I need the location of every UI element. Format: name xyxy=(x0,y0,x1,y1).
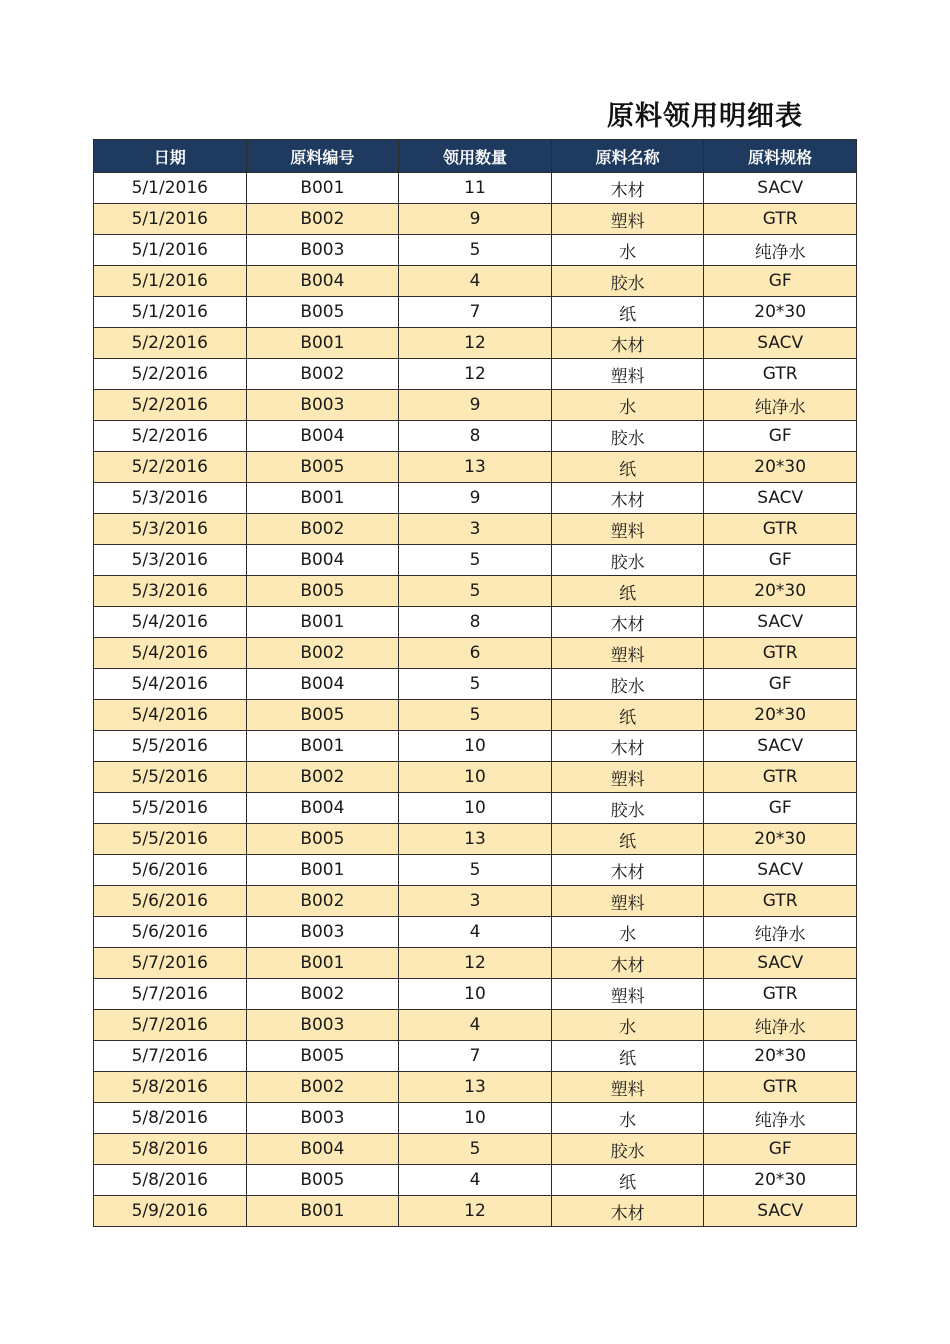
table-row xyxy=(94,1010,857,1041)
table-row xyxy=(94,545,857,576)
cell-material-name: 水 xyxy=(551,917,704,948)
table-body xyxy=(94,173,857,1227)
table-row xyxy=(94,359,857,390)
cell-material-name: 木材 xyxy=(551,607,704,638)
cell-date: 5/3/2016 xyxy=(94,576,247,607)
cell-quantity: 5 xyxy=(399,669,552,700)
cell-date: 5/2/2016 xyxy=(94,452,247,483)
table-row xyxy=(94,607,857,638)
cell-material-code: B005 xyxy=(246,1041,399,1072)
cell-material-code: B005 xyxy=(246,576,399,607)
cell-material-name: 木材 xyxy=(551,855,704,886)
cell-quantity: 4 xyxy=(399,1165,552,1196)
cell-material-code: B001 xyxy=(246,328,399,359)
page-title: 原料领用明细表 xyxy=(607,101,803,132)
cell-date: 5/1/2016 xyxy=(94,235,247,266)
cell-material-name: 水 xyxy=(551,1010,704,1041)
cell-date: 5/7/2016 xyxy=(94,1041,247,1072)
table-row xyxy=(94,576,857,607)
table-row xyxy=(94,762,857,793)
cell-date: 5/4/2016 xyxy=(94,700,247,731)
cell-date: 5/6/2016 xyxy=(94,855,247,886)
table-row xyxy=(94,204,857,235)
cell-material-code: B002 xyxy=(246,762,399,793)
cell-material-code: B003 xyxy=(246,1010,399,1041)
table-row xyxy=(94,669,857,700)
cell-date: 5/2/2016 xyxy=(94,359,247,390)
cell-material-spec: 20*30 xyxy=(704,1041,857,1072)
cell-date: 5/8/2016 xyxy=(94,1134,247,1165)
cell-date: 5/2/2016 xyxy=(94,328,247,359)
cell-material-code: B001 xyxy=(246,173,399,204)
cell-material-spec: SACV xyxy=(704,731,857,762)
cell-material-name: 塑料 xyxy=(551,762,704,793)
cell-material-spec: GTR xyxy=(704,886,857,917)
table-row xyxy=(94,1196,857,1227)
cell-material-spec: 纯净水 xyxy=(704,390,857,421)
cell-material-spec: GF xyxy=(704,545,857,576)
cell-date: 5/1/2016 xyxy=(94,173,247,204)
cell-material-spec: SACV xyxy=(704,855,857,886)
cell-date: 5/4/2016 xyxy=(94,669,247,700)
cell-material-code: B004 xyxy=(246,1134,399,1165)
table-row xyxy=(94,297,857,328)
cell-material-code: B002 xyxy=(246,359,399,390)
cell-quantity: 4 xyxy=(399,1010,552,1041)
cell-date: 5/5/2016 xyxy=(94,793,247,824)
cell-material-spec: SACV xyxy=(704,607,857,638)
cell-material-name: 水 xyxy=(551,235,704,266)
cell-quantity: 5 xyxy=(399,1134,552,1165)
header-row xyxy=(94,140,857,173)
table-row xyxy=(94,793,857,824)
table-row xyxy=(94,514,857,545)
cell-material-name: 胶水 xyxy=(551,793,704,824)
cell-material-name: 水 xyxy=(551,390,704,421)
table-row xyxy=(94,483,857,514)
cell-material-name: 纸 xyxy=(551,700,704,731)
header-material-spec: 原料规格 xyxy=(704,140,857,173)
cell-material-code: B005 xyxy=(246,824,399,855)
table-row xyxy=(94,421,857,452)
cell-material-code: B003 xyxy=(246,917,399,948)
table-row xyxy=(94,824,857,855)
cell-material-code: B003 xyxy=(246,390,399,421)
cell-quantity: 9 xyxy=(399,390,552,421)
cell-quantity: 12 xyxy=(399,948,552,979)
cell-date: 5/5/2016 xyxy=(94,824,247,855)
cell-material-name: 木材 xyxy=(551,173,704,204)
table-row xyxy=(94,700,857,731)
cell-material-name: 木材 xyxy=(551,1196,704,1227)
material-usage-table xyxy=(93,139,857,1227)
cell-quantity: 6 xyxy=(399,638,552,669)
cell-quantity: 7 xyxy=(399,297,552,328)
cell-material-spec: GTR xyxy=(704,204,857,235)
table-row xyxy=(94,390,857,421)
cell-material-code: B001 xyxy=(246,855,399,886)
cell-material-code: B002 xyxy=(246,1072,399,1103)
cell-material-code: B001 xyxy=(246,948,399,979)
cell-material-name: 塑料 xyxy=(551,979,704,1010)
cell-quantity: 5 xyxy=(399,855,552,886)
table-row xyxy=(94,886,857,917)
table-row xyxy=(94,173,857,204)
cell-material-spec: SACV xyxy=(704,173,857,204)
table-row xyxy=(94,855,857,886)
cell-material-name: 胶水 xyxy=(551,1134,704,1165)
cell-date: 5/9/2016 xyxy=(94,1196,247,1227)
cell-material-spec: 20*30 xyxy=(704,700,857,731)
cell-material-spec: GTR xyxy=(704,979,857,1010)
cell-quantity: 5 xyxy=(399,700,552,731)
cell-date: 5/4/2016 xyxy=(94,607,247,638)
cell-quantity: 7 xyxy=(399,1041,552,1072)
cell-material-code: B004 xyxy=(246,421,399,452)
cell-material-code: B001 xyxy=(246,607,399,638)
cell-date: 5/1/2016 xyxy=(94,297,247,328)
cell-quantity: 9 xyxy=(399,483,552,514)
cell-material-name: 塑料 xyxy=(551,886,704,917)
table-row xyxy=(94,1103,857,1134)
table-row xyxy=(94,948,857,979)
cell-material-spec: 20*30 xyxy=(704,452,857,483)
cell-material-name: 胶水 xyxy=(551,545,704,576)
cell-date: 5/6/2016 xyxy=(94,917,247,948)
cell-quantity: 10 xyxy=(399,731,552,762)
cell-date: 5/8/2016 xyxy=(94,1103,247,1134)
cell-material-code: B004 xyxy=(246,669,399,700)
table-row xyxy=(94,235,857,266)
cell-material-code: B002 xyxy=(246,979,399,1010)
cell-date: 5/3/2016 xyxy=(94,483,247,514)
cell-date: 5/7/2016 xyxy=(94,1010,247,1041)
cell-date: 5/8/2016 xyxy=(94,1165,247,1196)
cell-material-code: B001 xyxy=(246,731,399,762)
cell-material-name: 木材 xyxy=(551,948,704,979)
cell-material-spec: 20*30 xyxy=(704,1165,857,1196)
cell-quantity: 10 xyxy=(399,793,552,824)
cell-material-code: B002 xyxy=(246,638,399,669)
cell-material-spec: GTR xyxy=(704,1072,857,1103)
header-material-name: 原料名称 xyxy=(551,140,704,173)
cell-material-spec: GTR xyxy=(704,762,857,793)
cell-material-spec: GF xyxy=(704,793,857,824)
cell-quantity: 12 xyxy=(399,359,552,390)
cell-quantity: 12 xyxy=(399,328,552,359)
cell-material-name: 塑料 xyxy=(551,359,704,390)
cell-material-name: 木材 xyxy=(551,731,704,762)
table-row xyxy=(94,1072,857,1103)
cell-quantity: 13 xyxy=(399,1072,552,1103)
cell-material-spec: GTR xyxy=(704,514,857,545)
table-row xyxy=(94,452,857,483)
cell-material-code: B005 xyxy=(246,1165,399,1196)
cell-material-spec: GF xyxy=(704,266,857,297)
table-row xyxy=(94,917,857,948)
cell-quantity: 11 xyxy=(399,173,552,204)
cell-material-spec: 20*30 xyxy=(704,297,857,328)
table-row xyxy=(94,328,857,359)
cell-date: 5/7/2016 xyxy=(94,948,247,979)
cell-material-name: 水 xyxy=(551,1103,704,1134)
cell-material-name: 胶水 xyxy=(551,669,704,700)
cell-material-code: B005 xyxy=(246,452,399,483)
cell-quantity: 13 xyxy=(399,824,552,855)
cell-material-spec: GF xyxy=(704,1134,857,1165)
table-row xyxy=(94,638,857,669)
cell-material-code: B004 xyxy=(246,266,399,297)
cell-date: 5/1/2016 xyxy=(94,266,247,297)
cell-quantity: 5 xyxy=(399,576,552,607)
cell-material-code: B005 xyxy=(246,297,399,328)
cell-material-code: B002 xyxy=(246,204,399,235)
cell-quantity: 10 xyxy=(399,979,552,1010)
cell-material-code: B002 xyxy=(246,886,399,917)
table-row xyxy=(94,979,857,1010)
cell-quantity: 9 xyxy=(399,204,552,235)
cell-material-code: B003 xyxy=(246,235,399,266)
cell-material-name: 纸 xyxy=(551,824,704,855)
cell-date: 5/7/2016 xyxy=(94,979,247,1010)
cell-material-name: 塑料 xyxy=(551,204,704,235)
cell-material-name: 纸 xyxy=(551,1165,704,1196)
cell-material-code: B004 xyxy=(246,793,399,824)
cell-material-spec: GTR xyxy=(704,638,857,669)
cell-date: 5/4/2016 xyxy=(94,638,247,669)
cell-date: 5/3/2016 xyxy=(94,514,247,545)
cell-material-spec: GF xyxy=(704,669,857,700)
cell-date: 5/1/2016 xyxy=(94,204,247,235)
cell-quantity: 5 xyxy=(399,235,552,266)
table-row xyxy=(94,266,857,297)
cell-date: 5/6/2016 xyxy=(94,886,247,917)
cell-quantity: 3 xyxy=(399,514,552,545)
table-row xyxy=(94,1134,857,1165)
table-row xyxy=(94,731,857,762)
header-quantity: 领用数量 xyxy=(399,140,552,173)
cell-material-spec: GTR xyxy=(704,359,857,390)
cell-date: 5/5/2016 xyxy=(94,762,247,793)
cell-material-spec: SACV xyxy=(704,483,857,514)
cell-material-code: B002 xyxy=(246,514,399,545)
cell-material-name: 木材 xyxy=(551,328,704,359)
cell-material-spec: SACV xyxy=(704,328,857,359)
cell-material-name: 纸 xyxy=(551,297,704,328)
cell-quantity: 8 xyxy=(399,421,552,452)
cell-material-spec: 纯净水 xyxy=(704,917,857,948)
cell-material-name: 纸 xyxy=(551,1041,704,1072)
header-date: 日期 xyxy=(94,140,247,173)
cell-material-name: 纸 xyxy=(551,452,704,483)
cell-date: 5/2/2016 xyxy=(94,390,247,421)
cell-material-code: B004 xyxy=(246,545,399,576)
cell-quantity: 4 xyxy=(399,266,552,297)
table-row xyxy=(94,1165,857,1196)
table-header xyxy=(94,140,857,173)
cell-material-spec: 20*30 xyxy=(704,576,857,607)
cell-material-name: 塑料 xyxy=(551,638,704,669)
cell-material-spec: SACV xyxy=(704,1196,857,1227)
cell-material-name: 木材 xyxy=(551,483,704,514)
cell-material-spec: 纯净水 xyxy=(704,1010,857,1041)
cell-material-code: B005 xyxy=(246,700,399,731)
cell-material-spec: 纯净水 xyxy=(704,1103,857,1134)
cell-material-code: B003 xyxy=(246,1103,399,1134)
cell-material-name: 纸 xyxy=(551,576,704,607)
cell-quantity: 4 xyxy=(399,917,552,948)
cell-date: 5/2/2016 xyxy=(94,421,247,452)
cell-date: 5/3/2016 xyxy=(94,545,247,576)
cell-quantity: 12 xyxy=(399,1196,552,1227)
cell-material-code: B001 xyxy=(246,1196,399,1227)
cell-material-spec: SACV xyxy=(704,948,857,979)
cell-date: 5/5/2016 xyxy=(94,731,247,762)
cell-quantity: 8 xyxy=(399,607,552,638)
cell-material-spec: 20*30 xyxy=(704,824,857,855)
cell-material-spec: GF xyxy=(704,421,857,452)
cell-quantity: 3 xyxy=(399,886,552,917)
cell-date: 5/8/2016 xyxy=(94,1072,247,1103)
cell-material-spec: 纯净水 xyxy=(704,235,857,266)
header-material-code: 原料编号 xyxy=(246,140,399,173)
cell-material-code: B001 xyxy=(246,483,399,514)
table-row xyxy=(94,1041,857,1072)
cell-quantity: 10 xyxy=(399,1103,552,1134)
cell-material-name: 塑料 xyxy=(551,1072,704,1103)
cell-quantity: 13 xyxy=(399,452,552,483)
cell-material-name: 胶水 xyxy=(551,421,704,452)
cell-material-name: 塑料 xyxy=(551,514,704,545)
cell-material-name: 胶水 xyxy=(551,266,704,297)
cell-quantity: 10 xyxy=(399,762,552,793)
cell-quantity: 5 xyxy=(399,545,552,576)
